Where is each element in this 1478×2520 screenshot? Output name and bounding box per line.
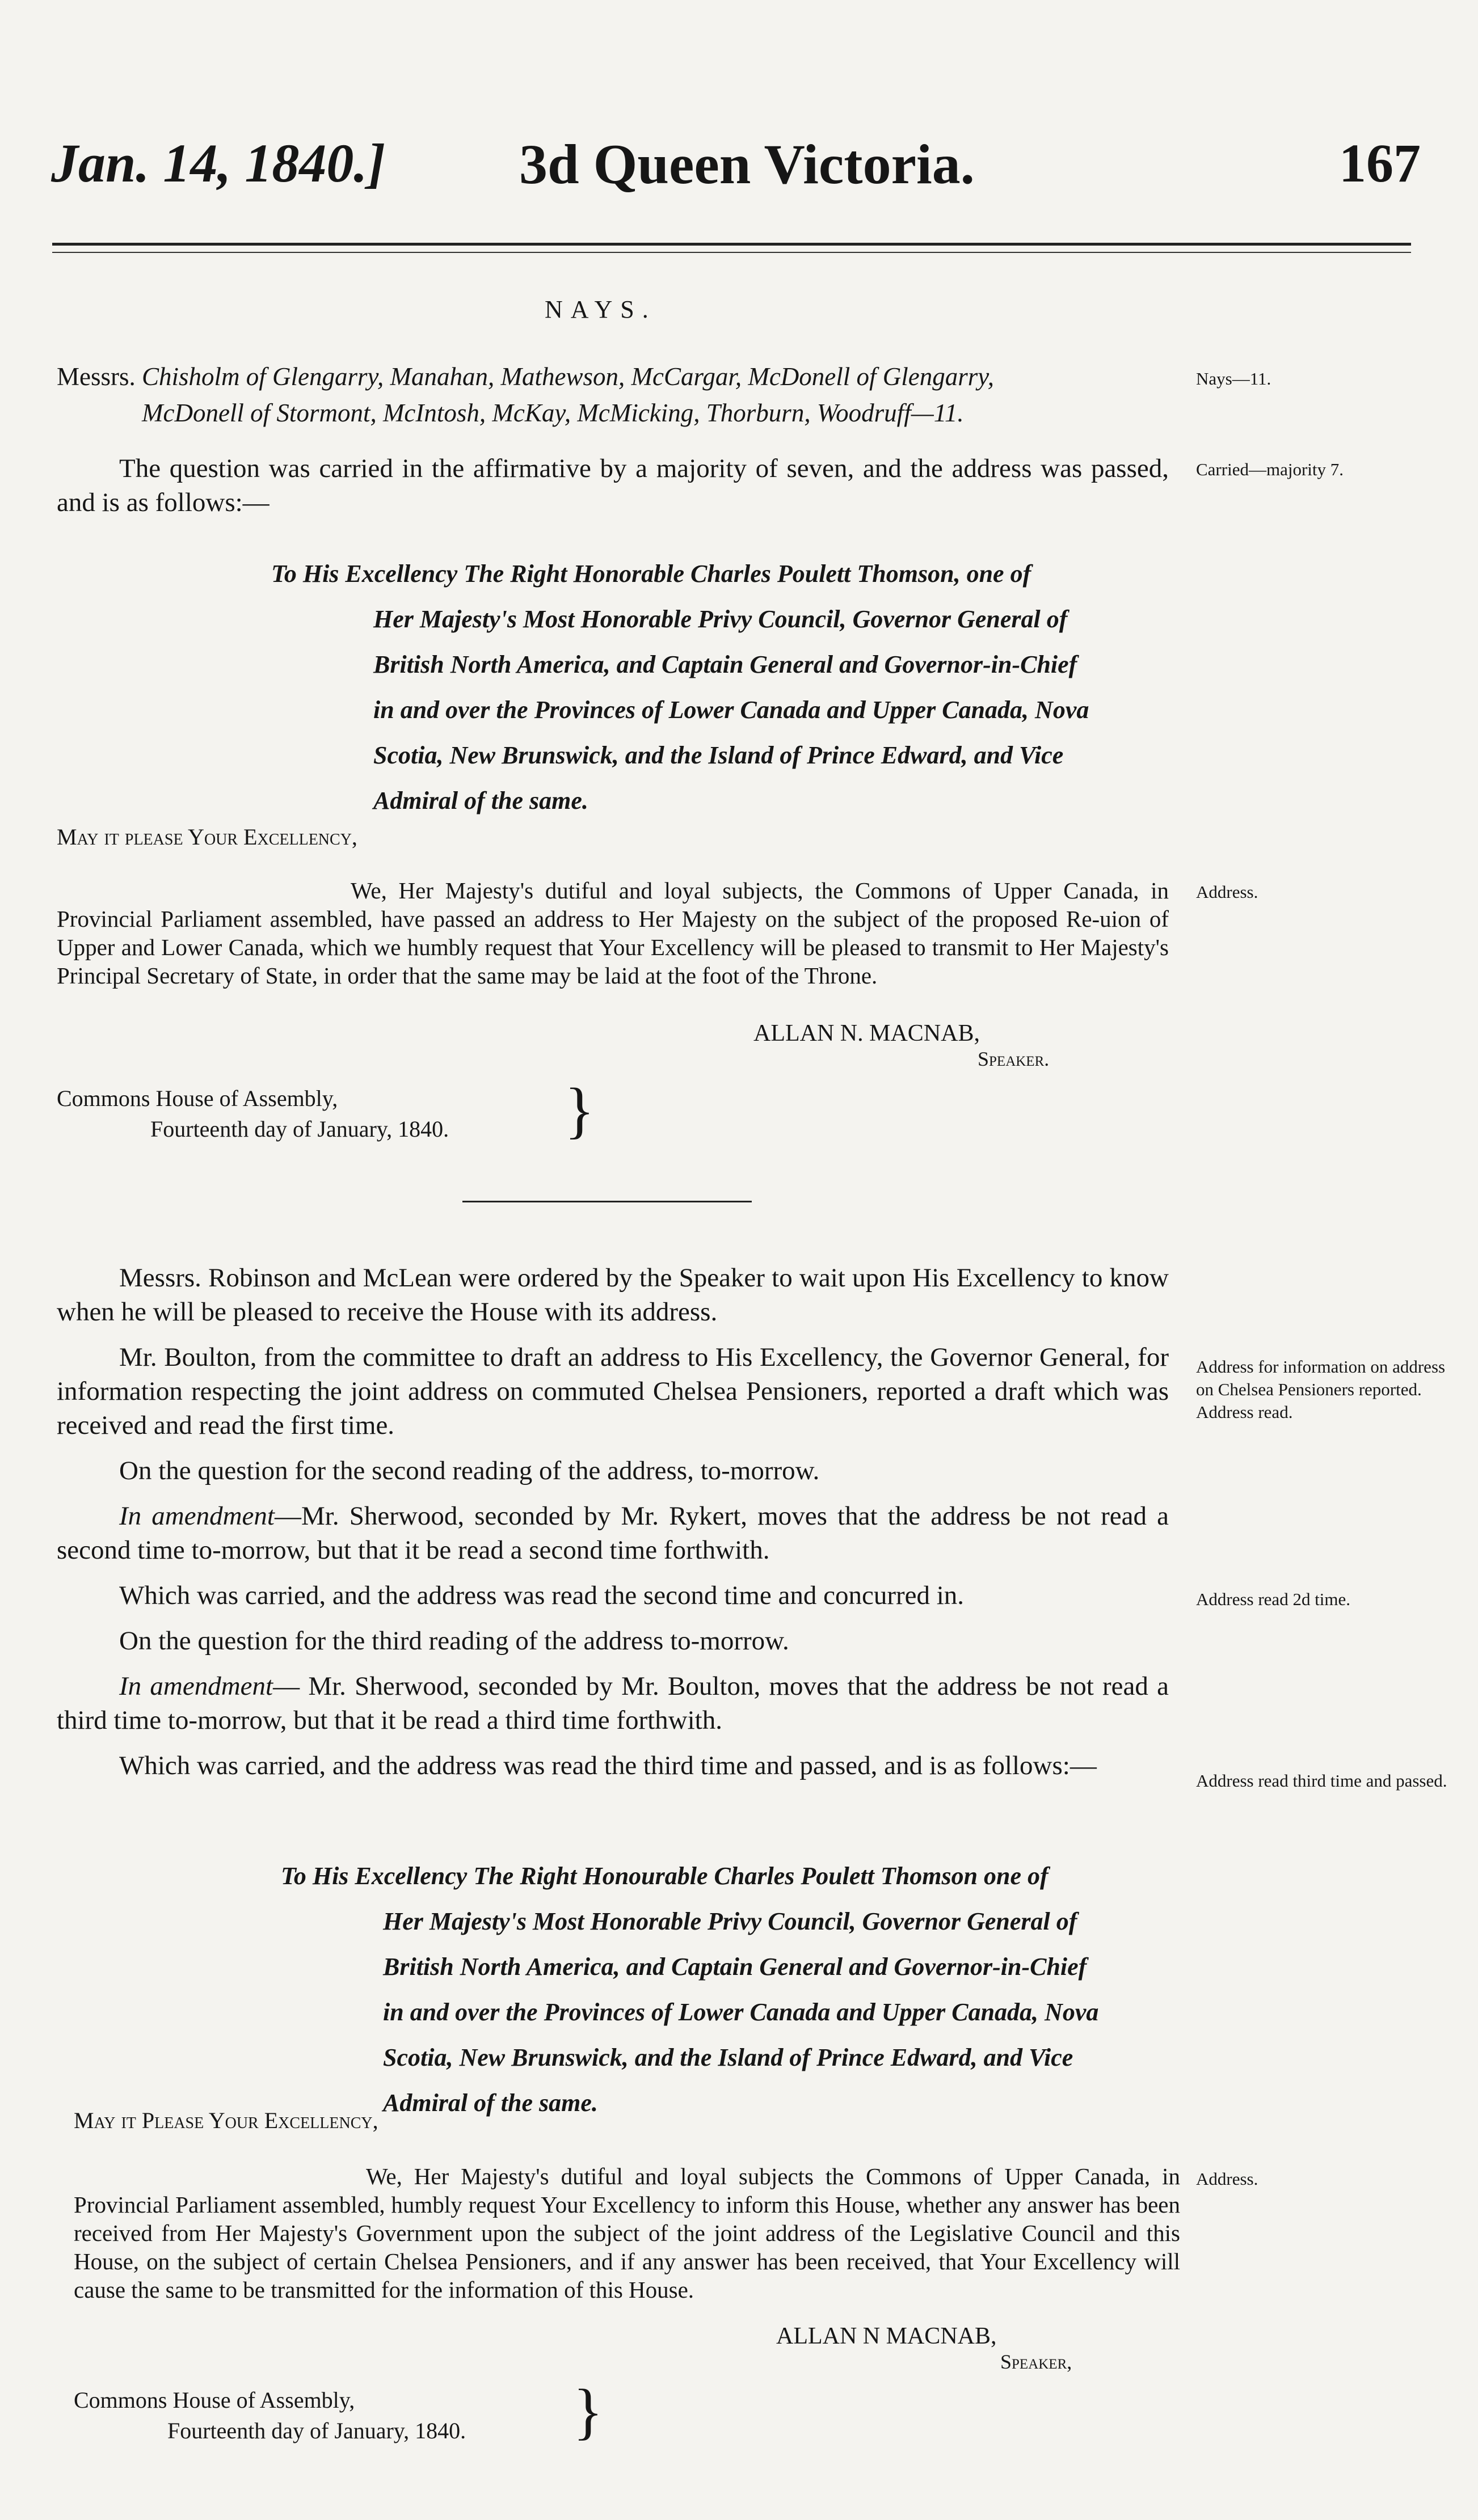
address1-heading-line-5: Scotia, New Brunswick, and the Island of Prince Edward, and Vice (373, 741, 1064, 769)
proceedings-p6: On the question for the third reading of the address to-morrow. (119, 1626, 789, 1656)
address1-signature (753, 1020, 1049, 1071)
proceedings-p4-lead: In amendment (119, 1501, 275, 1531)
brace-glyph-2: } (573, 2377, 603, 2446)
address1-heading-line-3: British North America, and Captain General and Governor-in-Chief (373, 651, 1077, 678)
nays-line-1 (57, 358, 1169, 395)
address2-salutation: May it Please Your Excellency, (74, 2108, 378, 2133)
proceedings-p3: On the question for the second reading of the address, to-morrow. (119, 1456, 820, 1485)
proceedings-p7 (57, 1669, 1169, 1737)
nays-names-line-1: Chisholm of Glengarry, Manahan, Mathewson, McCargar, McDonell of Glengarry, (142, 362, 995, 391)
address1-place-line-1: Commons House of Assembly, (57, 1086, 338, 1111)
address2-heading-line-3: British North America, and Captain General and Governor-in-Chief (383, 1953, 1087, 1981)
address2-signature-name: ALLAN N MACNAB, (776, 2323, 997, 2349)
address2-body (74, 2162, 1180, 2304)
margin-note-carried: Carried—majority 7. (1196, 459, 1344, 479)
address1-salutation: May it please Your Excellency, (57, 824, 357, 850)
address2-heading-line-5: Scotia, New Brunswick, and the Island of Prince Edward, and Vice (383, 2044, 1073, 2071)
address1-signature-title: Speaker. (978, 1048, 1050, 1070)
address1-heading-line-4: in and over the Provinces of Lower Canada and Upper Canada, Nova (373, 696, 1089, 724)
address2-place-line-1: Commons House of Assembly, (74, 2387, 355, 2413)
carried-text: The question was carried in the affirmative by a majority of seven, and the address was passed, and is as follows:— (57, 454, 1169, 517)
header-rule-thick (52, 243, 1411, 246)
address2-heading-line-2: Her Majesty's Most Honorable Privy Council, Governor General of (383, 1907, 1077, 1935)
address1-heading-line-1: To His Excellency The Right Honorable Charles Poulett Thomson, one of (271, 560, 1031, 588)
address2-signature-title: Speaker, (1000, 2350, 1072, 2373)
proceedings-p7-lead: In amendment (119, 1671, 273, 1701)
header-rule-thin (52, 252, 1411, 253)
address1-signature-name: ALLAN N. MACNAB, (753, 1020, 980, 1046)
margin-note-nays: Nays—11. (1196, 369, 1271, 389)
header-date: Jan. 14, 1840.] (51, 133, 386, 193)
nays-prefix: Messrs. (57, 362, 136, 391)
proceedings-p4-text: —Mr. Sherwood, seconded by Mr. Rykert, moves that the address be not read a second time to-morrow, but that it be read a second time forthwith. (57, 1501, 1169, 1565)
margin-note-address1: Address. (1196, 882, 1258, 902)
address2-place (74, 2385, 466, 2446)
address2-heading-line-1: To His Excellency The Right Honourable Charles Poulett Thomson one of (281, 1862, 1049, 1890)
proceedings-p4 (57, 1499, 1169, 1567)
header-title: 3d Queen Victoria. (519, 133, 975, 196)
address1-place-line-2: Fourteenth day of January, 1840. (150, 1116, 449, 1142)
address2-place-line-2: Fourteenth day of January, 1840. (167, 2418, 466, 2443)
margin-note-third-reading: Address read third time and passed. (1196, 1771, 1447, 1791)
proceedings-p2: Mr. Boulton, from the committee to draft an address to His Excellency, the Governor General, for information respecting the joint address on commuted Chelsea Pensioners, reported a draft which was received and read the first time. (57, 1343, 1169, 1440)
nays-heading: NAYS. (545, 296, 656, 323)
margin-note-address2: Address. (1196, 2169, 1258, 2189)
address1-body-text: We, Her Majesty's dutiful and loyal subjects, the Commons of Upper Canada, in Provincial Parliament assembled, have passed an address to Her Majesty on the subject of the proposed Re-uion of Upper and Lower Canada, which we humbly request that Your Excellency will be pleased to transmit to Her Majesty's Principal Secretary of State, in order that the same may be laid at the foot of the Throne. (57, 877, 1169, 989)
margin-note-second-reading: Address read 2d time. (1196, 1589, 1351, 1609)
margin-note-chelsea: Address for information on address on Chelsea Pensioners reported. Address read. (1196, 1357, 1446, 1422)
address2-heading-line-6: Admiral of the same. (383, 2089, 598, 2117)
address1-heading-line-6: Admiral of the same. (373, 787, 588, 814)
proceedings (57, 1261, 1169, 1783)
address2-heading-line-4: in and over the Provinces of Lower Canada and Upper Canada, Nova (383, 1998, 1099, 2026)
address1-heading-line-2: Her Majesty's Most Honorable Privy Council, Governor General of (373, 605, 1068, 633)
address2-signature (776, 2323, 1072, 2374)
proceedings-p7-text: — Mr. Sherwood, seconded by Mr. Boulton, moves that the address be not read a third time to-morrow, but that it be read a third time forthwith. (57, 1671, 1169, 1735)
section-separator (462, 1201, 752, 1202)
address1-place (57, 1083, 449, 1145)
address2-body-text: We, Her Majesty's dutiful and loyal subjects the Commons of Upper Canada, in Provincial Parliament assembled, humbly request Your Excellency to inform this House, whether any answer has been received from Her Majesty's Government upon the subject of the joint address of the Legislative Council and this House, on the subject of certain Chelsea Pensioners, and if any answer has been received, that Your Excellency will cause the same to be transmitted for the information of this House. (74, 2163, 1180, 2303)
address1-body (57, 876, 1169, 990)
proceedings-p5: Which was carried, and the address was read the second time and concurred in. (119, 1581, 965, 1610)
carried-paragraph (57, 451, 1169, 520)
proceedings-p8: Which was carried, and the address was read the third time and passed, and is as follows:— (119, 1751, 1097, 1780)
nays-names (57, 358, 1169, 431)
proceedings-p1: Messrs. Robinson and McLean were ordered by the Speaker to wait upon His Excellency to know when he will be pleased to receive the House with its address. (57, 1263, 1169, 1327)
page-number: 167 (1339, 133, 1421, 193)
brace-glyph-1: } (565, 1075, 595, 1145)
nays-names-line-2: McDonell of Stormont, McIntosh, McKay, McMicking, Thorburn, Woodruff—11. (142, 399, 964, 427)
address2-heading (281, 1854, 1189, 2126)
address1-heading (271, 551, 1190, 824)
